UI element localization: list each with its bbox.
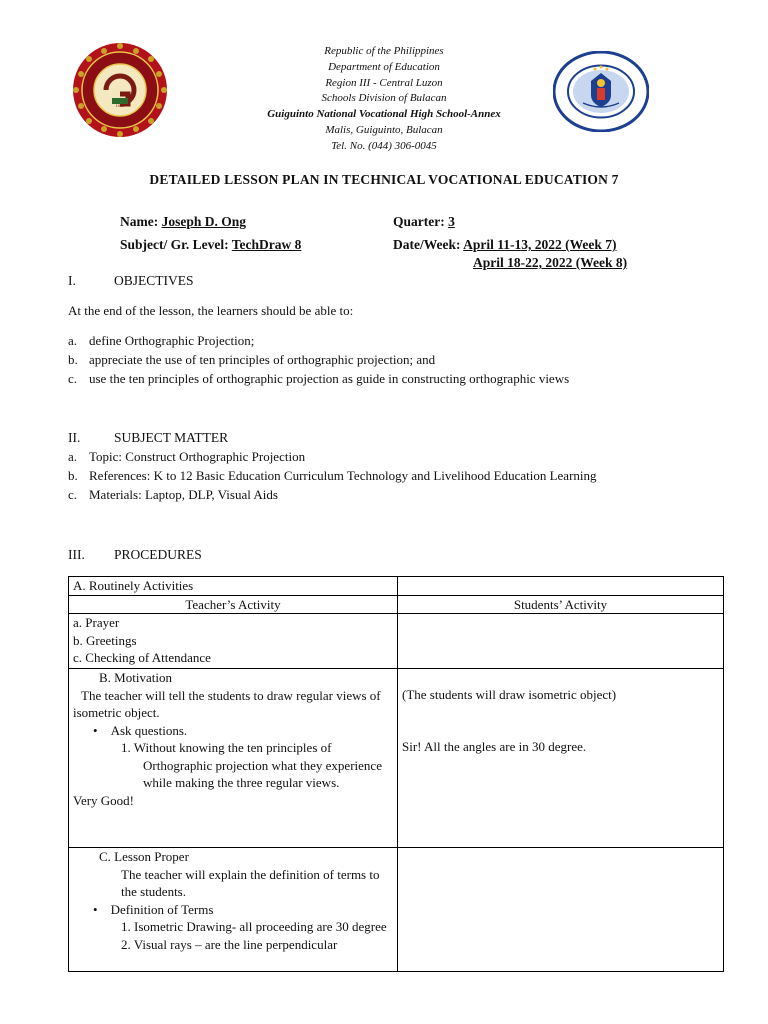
ask-questions-item: • Ask questions. xyxy=(93,722,188,738)
very-good-text: Very Good! xyxy=(73,792,135,808)
subject-matter-item: c. Materials: Laptop, DLP, Visual Aids xyxy=(68,487,278,502)
definition-item: 2. Visual rays – are the line perpendicular xyxy=(121,936,338,952)
bullet-icon: • xyxy=(93,722,111,738)
subject-matter-item: b. References: K to 12 Basic Education Curriculum Technology and Livelihood Education Learning xyxy=(68,468,597,483)
subject-label: Subject/ Gr. Level: xyxy=(120,237,229,252)
list-item: c. Checking of Attendance xyxy=(73,650,211,665)
motivation-cell xyxy=(69,669,398,848)
date-field-2 xyxy=(473,255,627,271)
school-tel: Tel. No. (044) 306-0045 xyxy=(331,139,437,152)
objectives-intro: At the end of the lesson, the learners should be able to: xyxy=(68,303,354,318)
routinely-activities-cell: A. Routinely Activities xyxy=(69,577,398,596)
empty-cell xyxy=(398,848,724,972)
students-activity-header: Students’ Activity xyxy=(398,595,724,614)
subject-value: TechDraw 8 xyxy=(231,237,302,252)
student-response: Sir! All the angles are in 30 degree. xyxy=(402,738,587,754)
section-number: II. xyxy=(68,430,81,445)
empty-cell xyxy=(398,614,724,669)
definition-item: 1. Isometric Drawing- all proceeding are 30 degree xyxy=(121,919,387,934)
document-title: DETAILED LESSON PLAN IN TECHNICAL VOCATIONAL EDUCATION 7 xyxy=(149,172,619,187)
header-line: Republic of the Philippines xyxy=(324,45,444,57)
section-title: OBJECTIVES xyxy=(114,273,194,288)
objective-item: b. appreciate the use of ten principles of orthographic projection; and xyxy=(68,352,436,367)
question-item: 1. Without knowing the ten principles of Orthographic projection what they experience while making the three regular views. xyxy=(121,740,382,790)
table-row xyxy=(69,848,724,972)
date-field xyxy=(393,237,617,253)
lesson-proper-text: The teacher will explain the definition of terms to the students. xyxy=(121,866,380,899)
seal-year: 1969 xyxy=(115,103,125,108)
procedures-table xyxy=(68,576,724,972)
section-title: SUBJECT MATTER xyxy=(114,430,229,445)
lesson-proper-cell xyxy=(69,848,398,972)
list-item: b. Greetings xyxy=(73,632,137,648)
definition-terms-item: • Definition of Terms xyxy=(93,901,214,917)
deped-seal-logo xyxy=(553,51,649,132)
subject-matter-heading xyxy=(68,430,228,446)
header-block xyxy=(200,44,568,155)
motivation-heading: B. Motivation xyxy=(99,670,172,685)
header-line: Region III - Central Luzon xyxy=(325,76,443,89)
date-label: Date/Week: xyxy=(393,237,461,252)
objectives-heading xyxy=(68,273,194,289)
name-field xyxy=(120,214,246,230)
quarter-value: 3 xyxy=(448,214,455,229)
subject-matter-item: a. Topic: Construct Orthographic Projection xyxy=(68,449,306,464)
table-row xyxy=(69,577,724,596)
procedures-heading xyxy=(68,547,202,563)
header-line: Schools Division of Bulacan xyxy=(321,92,447,105)
subject-field xyxy=(120,237,301,253)
school-name: Guiguinto National Vocational High School-Annex xyxy=(267,108,501,121)
bullet-icon: • xyxy=(93,901,111,917)
date-value-1: April 11-13, 2022 (Week 7) xyxy=(463,237,617,252)
quarter-label: Quarter: xyxy=(393,214,445,229)
teacher-activity-header: Teacher’s Activity xyxy=(69,595,398,614)
header-line: Department of Education xyxy=(328,60,440,73)
motivation-text: The teacher will tell the students to draw regular views of isometric object. xyxy=(73,687,381,720)
school-seal-logo xyxy=(72,42,168,138)
school-address: Malis, Guiguinto, Bulacan xyxy=(325,123,443,136)
section-number: I. xyxy=(68,273,76,288)
date-value-2: April 18-22, 2022 (Week 8) xyxy=(473,255,628,270)
table-header-row xyxy=(69,595,724,614)
student-response: (The students will draw isometric object) xyxy=(402,687,617,702)
name-label: Name: xyxy=(120,214,159,229)
table-row xyxy=(69,669,724,848)
table-row xyxy=(69,614,724,669)
section-title: PROCEDURES xyxy=(114,547,202,562)
lesson-proper-heading: C. Lesson Proper xyxy=(99,849,189,864)
motivation-student-cell xyxy=(398,669,724,848)
objective-item: c. use the ten principles of orthographic projection as guide in constructing orthographic views xyxy=(68,371,570,386)
objective-item: a. define Orthographic Projection; xyxy=(68,333,255,348)
routine-items-cell xyxy=(69,614,398,669)
name-value: Joseph D. Ong xyxy=(161,214,247,229)
quarter-field xyxy=(393,214,455,230)
section-number: III. xyxy=(68,547,85,562)
empty-cell xyxy=(398,577,724,596)
list-item: a. Prayer xyxy=(73,615,120,630)
